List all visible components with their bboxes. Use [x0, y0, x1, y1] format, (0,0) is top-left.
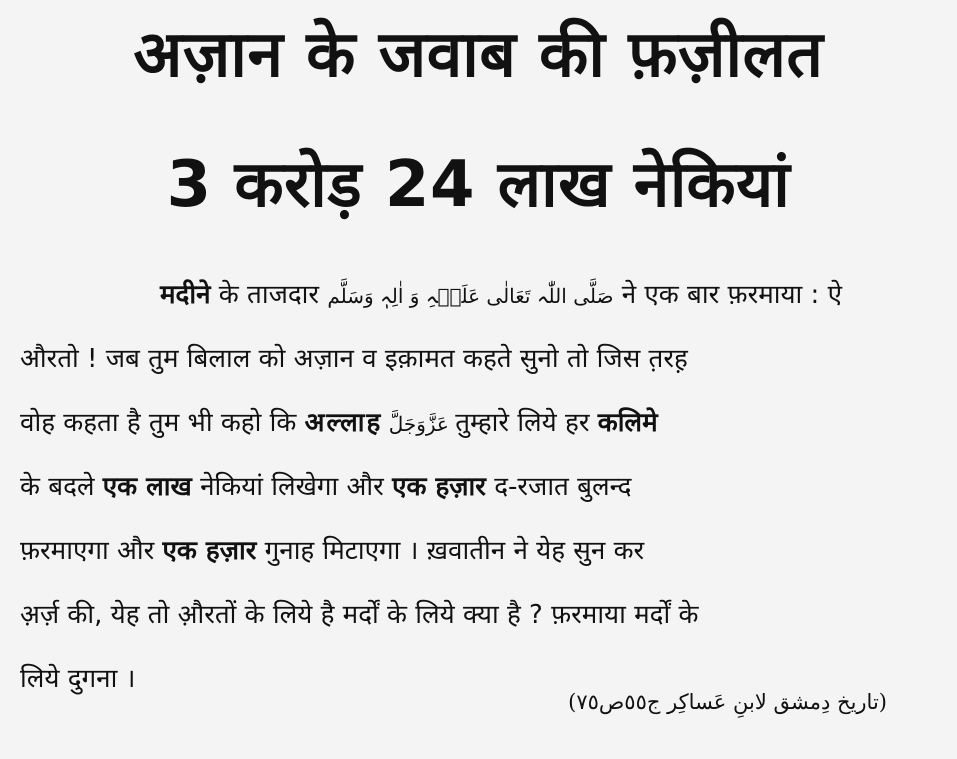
page-title: अज़ान के जवाब की फ़ज़ीलत [133, 18, 824, 92]
bold-term: मदीने [160, 280, 211, 310]
body-line-5 [20, 519, 945, 583]
arabic-salutation: صَلَّى اللّٰہ تَعَالٰی عَلَیۡہِ وَ اٰلِہٖ وَسَلَّم [327, 284, 614, 308]
text-span: गुनाह मिटाएगा । ख़वातीन ने येह सुन कर [256, 536, 645, 566]
body-line-3 [20, 391, 945, 455]
arabic-honorific: عَزَّوَجَلَّ [382, 412, 456, 436]
text-span: फ़रमाएगा और [20, 536, 163, 566]
bold-term: कलिमे [597, 408, 658, 438]
source-reference: (تاریخ دِمشق لابنِ عَساکِر ج٥٥ص٧٥) [568, 690, 887, 714]
text-span: के ताजदार [210, 280, 328, 310]
bold-term: एक लाख [102, 472, 192, 502]
bold-term: एक हज़ार [392, 472, 486, 502]
body-line-4 [20, 455, 945, 519]
text-span: तुम्हारे लिये हर [455, 408, 598, 438]
text-span: नेकियां लिखेगा और [191, 472, 393, 502]
body-paragraph [20, 263, 945, 711]
allah-calligraphy: अल्लाह [304, 408, 383, 438]
text-span: द-रजात बुलन्द [485, 472, 632, 502]
body-line-2: औरतो ! जब तुम बिलाल को अज़ान व इक़ामत कहते सुनो तो जिस त़रह़ [20, 344, 688, 374]
body-line-7: लिये दुगना । [20, 664, 136, 694]
body-line-6: अ़र्ज़ की, येह तो औ़रतों के लिये है मर्दों के लिये क्या है ? फ़रमाया मर्दों के [20, 600, 699, 630]
body-line-1 [20, 263, 945, 327]
text-span: ने एक बार फ़रमाया : ऐ [613, 280, 842, 310]
text-span: के बदले [20, 472, 103, 502]
page-subtitle: 3 करोड़ 24 लाख नेकियां [166, 148, 791, 222]
text-span: वोह कहता है तुम भी कहो कि [20, 408, 305, 438]
bold-term: एक हज़ार [162, 536, 257, 566]
